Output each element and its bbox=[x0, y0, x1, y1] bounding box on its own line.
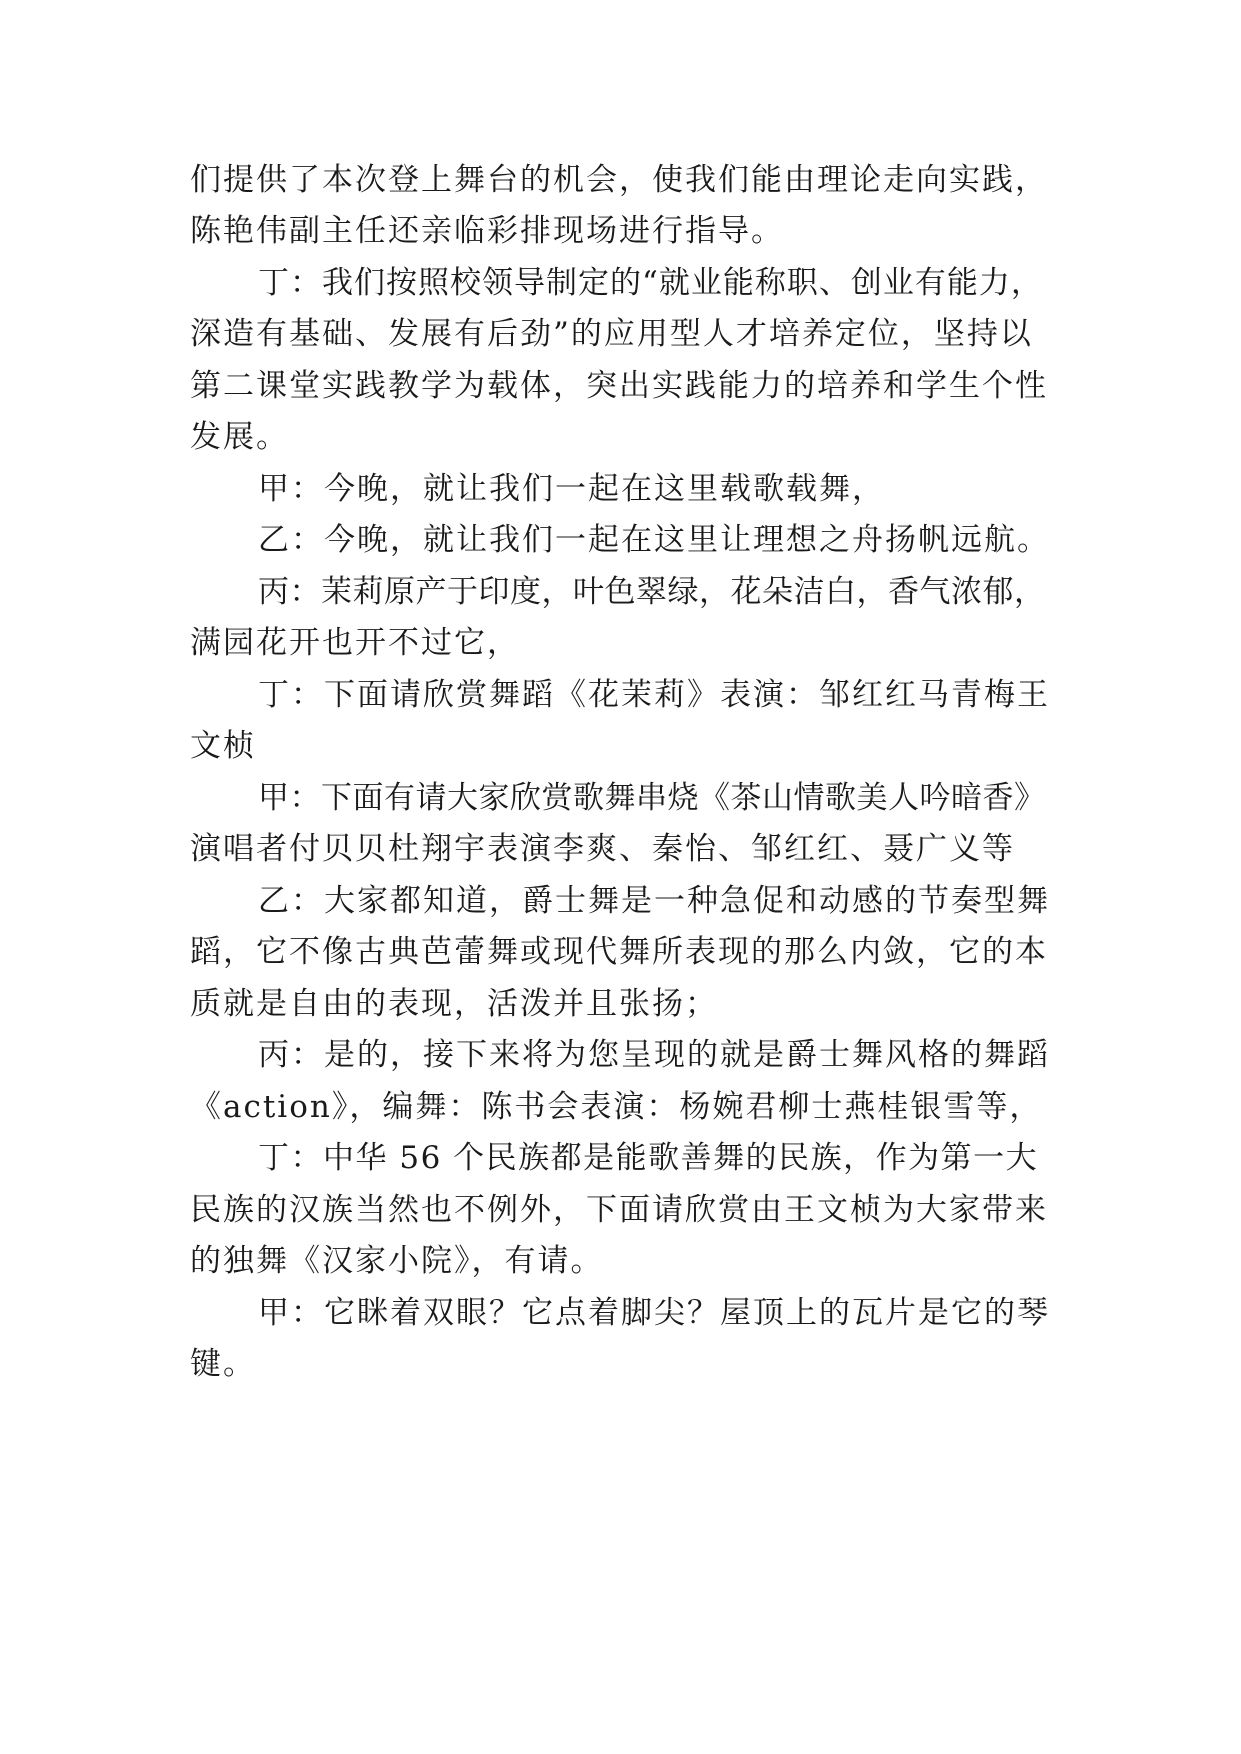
text-line: 的独舞《汉家小院》，有请。 bbox=[190, 1243, 604, 1279]
text-line: 丁：我们按照校领导制定的“就业能称职、创业有能力， bbox=[258, 265, 1043, 301]
text-line: 甲：下面有请大家欣赏歌舞串烧《茶山情歌美人吟暗香》 bbox=[258, 780, 1046, 816]
text-line: 第二课堂实践教学为载体，突出实践能力的培养和学生个性 bbox=[190, 368, 1048, 404]
text-line: 丙：是的，接下来将为您呈现的就是爵士舞风格的舞蹈 bbox=[258, 1037, 1050, 1073]
text-line: 丁：下面请欣赏舞蹈《花茉莉》表演：邹红红马青梅王 bbox=[258, 677, 1050, 713]
text-line: 蹈，它不像古典芭蕾舞或现代舞所表现的那么内敛，它的本 bbox=[190, 934, 1048, 970]
text-line: 乙：今晚，就让我们一起在这里让理想之舟扬帆远航。 bbox=[258, 522, 1050, 558]
text-line: 民族的汉族当然也不例外，下面请欣赏由王文桢为大家带来 bbox=[190, 1192, 1048, 1228]
text-line: 甲：它眯着双眼？它点着脚尖？屋顶上的瓦片是它的琴 bbox=[258, 1295, 1050, 1331]
text-line: 甲：今晚，就让我们一起在这里载歌载舞， bbox=[258, 471, 885, 507]
text-line: 丁：中华 56 个民族都是能歌善舞的民族，作为第一大 bbox=[258, 1140, 1039, 1176]
text-line: 们提供了本次登上舞台的机会，使我们能由理论走向实践， bbox=[190, 162, 1048, 198]
text-line: 键。 bbox=[190, 1346, 256, 1382]
text-line: 深造有基础、发展有后劲”的应用型人才培养定位，坚持以 bbox=[190, 316, 1033, 352]
text-line: 文桢 bbox=[190, 728, 256, 764]
text-line: 丙：茉莉原产于印度，叶色翠绿，花朵洁白，香气浓郁， bbox=[258, 574, 1046, 610]
text-line: 《action》，编舞：陈书会表演：杨婉君柳士燕桂银雪等， bbox=[190, 1089, 1043, 1125]
text-line: 发展。 bbox=[190, 419, 289, 455]
text-line: 质就是自由的表现，活泼并且张扬； bbox=[190, 986, 718, 1022]
text-line: 满园花开也开不过它， bbox=[190, 625, 520, 661]
text-line: 乙：大家都知道，爵士舞是一种急促和动感的节奏型舞 bbox=[258, 883, 1050, 919]
text-line: 陈艳伟副主任还亲临彩排现场进行指导。 bbox=[190, 213, 784, 249]
text-line: 演唱者付贝贝杜翔宇表演李爽、秦怡、邹红红、聂广义等 bbox=[190, 831, 1015, 867]
